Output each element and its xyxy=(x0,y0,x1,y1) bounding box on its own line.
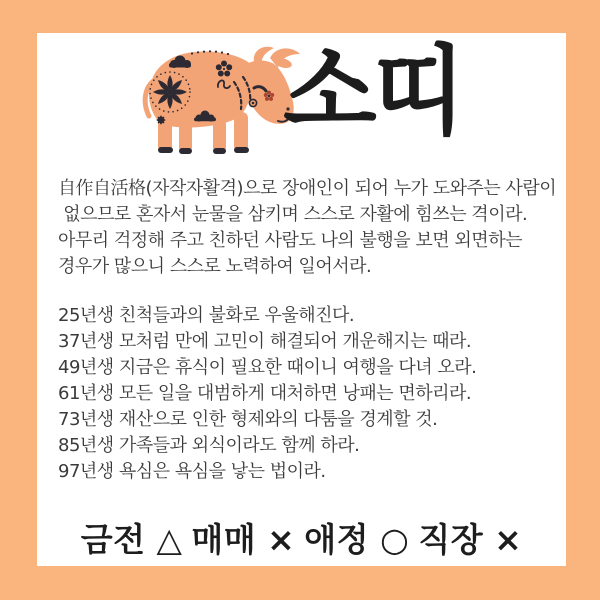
rating-category-label: 직장 xyxy=(418,520,484,559)
yearly-fortune-item xyxy=(58,433,553,459)
fortune-text: 모처럼 만에 고민이 해결되어 개운해지는 때라. xyxy=(118,331,472,352)
rating-symbol: ○ xyxy=(380,520,410,559)
birth-year-label: 49년생 xyxy=(58,357,114,378)
yearly-fortune-item xyxy=(58,381,553,407)
yearly-fortune-item xyxy=(58,303,553,329)
fortune-text: 친척들과의 불화로 우울해진다. xyxy=(118,305,355,326)
birth-year-label: 85년생 xyxy=(58,435,114,456)
rating-category-label: 애정 xyxy=(304,520,370,559)
category-ratings xyxy=(37,514,566,561)
birth-year-label: 25년생 xyxy=(58,305,114,326)
fortune-text: 재산으로 인한 형제와의 다툼을 경계할 것. xyxy=(118,409,438,430)
rating-symbol: △ xyxy=(156,520,183,559)
intro-line: 아무리 걱정해 주고 친하던 사람도 나의 불행을 보면 외면하는 xyxy=(58,230,522,251)
rating-item xyxy=(304,520,418,559)
yearly-fortune-item xyxy=(58,459,553,485)
ox-illustration-svg xyxy=(142,46,304,164)
birth-year-label: 61년생 xyxy=(58,383,114,404)
rating-item xyxy=(191,520,304,559)
intro-line: 自作自活格(자작자활격)으로 장애인이 되어 누가 도와주는 사람이 xyxy=(58,178,557,199)
fortune-text: 지금은 휴식이 필요한 때이니 여행을 다녀 오라. xyxy=(118,357,477,378)
yearly-fortune-item xyxy=(58,407,553,433)
fortune-text: 가족들과 외식이라도 함께 하라. xyxy=(118,435,360,456)
rating-symbol: × xyxy=(494,520,523,559)
fortune-text: 욕심은 욕심을 낳는 법이라. xyxy=(118,461,326,482)
fortune-text: 모든 일을 대범하게 대처하면 낭패는 면하리라. xyxy=(118,383,472,404)
fortune-intro xyxy=(58,176,557,280)
birth-year-label: 73년생 xyxy=(58,409,114,430)
birth-year-label: 97년생 xyxy=(58,461,114,482)
intro-line: 없으므로 혼자서 눈물을 삼키며 스스로 자활에 힘쓰는 격이라. xyxy=(58,204,528,225)
fortune-card xyxy=(37,33,566,566)
birth-year-label: 37년생 xyxy=(58,331,114,352)
intro-line: 경우가 많으니 스스로 노력하여 일어서라. xyxy=(58,256,372,277)
rating-item xyxy=(81,520,192,559)
zodiac-title: 소띠 xyxy=(283,35,463,148)
rating-category-label: 매매 xyxy=(191,520,257,559)
ox-zodiac-icon xyxy=(142,46,304,164)
rating-item xyxy=(418,520,522,559)
yearly-fortunes-list xyxy=(58,303,553,485)
rating-category-label: 금전 xyxy=(80,520,146,559)
yearly-fortune-item xyxy=(58,355,553,381)
rating-symbol: × xyxy=(267,520,296,559)
yearly-fortune-item xyxy=(58,329,553,355)
